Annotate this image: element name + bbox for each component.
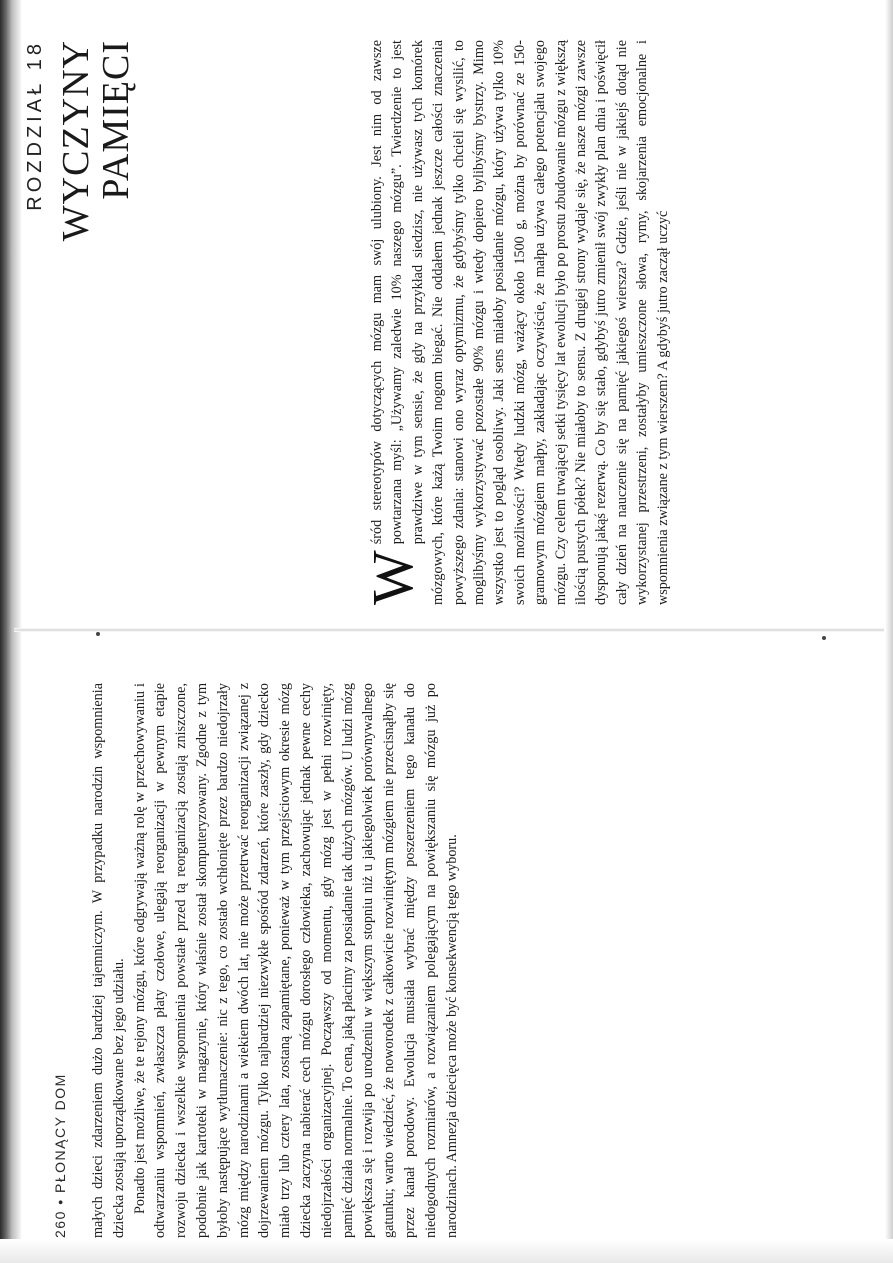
left-page-body bbox=[88, 683, 462, 1238]
drop-cap: W bbox=[360, 550, 425, 605]
chapter-title-line: PAMIĘCI bbox=[95, 40, 137, 200]
chapter-label: ROZDZIAŁ 18 bbox=[24, 40, 46, 211]
paragraph: Ponadto jest możliwe, że te rejony mózgu, które odgrywają ważną rolę w przechowywaniu i odtwarzaniu wspomnień, zwłaszcza płaty czołowe, ulegają reorganizacji w pewnym etapie rozwoju dziecka i wszelkie wspomnienia powstałe przed tą reorganizacją zostają zniszczone, podobnie jak kartoteki w magazynie, który właśnie został skomputeryzowany. Zgodne z tym byłoby następujące wytłumaczenie: nic z tego, co zostało wchłonięte przez bardzo niedojrzały mózg między narodzinami a wiekiem dwóch lat, nie może przetrwać reorganizacji związanej z dojrzewaniem mózgu. Tylko najbardziej niezwykłe spośród zdarzeń, które zaszły, gdy dziecko miało trzy lub cztery lata, zostaną zapamiętane, ponieważ w tym przejściowym okresie mózg dziecka zaczyna nabierać cech mózgu dorosłego człowieka, zachowując jednak pewne cechy niedojrzałości organizacyjnej. Począwszy od momentu, gdy mózg jest w pełni rozwinięty, pamięć działa normalnie. To cena, jaką płacimy za posiadanie tak dużych mózgów. U ludzi mózg powiększa się i rozwija po urodzeniu w większym stopniu niż u jakiegolwiek porównywalnego gatunku; warto wiedzieć, że noworodek z całkowicie rozwiniętym mózgiem nie przecisnąłby się przez kanał porodowy. Ewolucja musiała wybrać między poszerzeniem tego kanału do niedogodnych rozmiarów, a rozwiązaniem polegającym na powiększaniu się mózgu już po narodzinach. Amnezja dziecięca może być konsekwencją tego wyboru. bbox=[131, 683, 460, 1238]
chapter-title bbox=[56, 40, 136, 241]
left-page bbox=[0, 633, 893, 1263]
paragraph: śród stereotypów dotyczących mózgu mam swój ulubiony. Jest nim od zawsze powtarzana myśl: „Używamy zaledwie 10% naszego mózgu”. Twierdzenie to jest prawdziwe w tym sensie, że gdy na przykład siedzisz, nie używasz tych komórek mózgowych, które każą Twoim nogom biegać. Nie oddałem jednak jeszcze całości znaczenia powyższego zdania: stanowi ono wyraz optymizmu, że gdybyśmy tylko chcieli się wysilić, to moglibyśmy wykorzystywać pozostałe 90% mózgu i wtedy dopiero bylibyśmy bystrzy. Mimo wszystko jest to pogląd osobliwy. Jaki sens miałoby posiadanie mózgu, który używa tylko 10% swoich możliwości? Wtedy ludzki mózg, ważący około 1500 g, można by porównać ze 150-gramowym mózgiem małpy, zakładając oczywiście, że małpa używa całego potencjału swojego mózgu. Czy celem trwającej setki tysięcy lat ewolucji było po prostu zbudowanie mózgu z większą ilością pustych półek? Nie miałoby to sensu. Z drugiej strony wydaje się, że nasze mózgi zawsze dysponują jakąś rezerwą. Co by się stało, gdybyś jutro zmienił swój zwykły plan dnia i poświęcił cały dzień na nauczenie się na pamięć jakiegoś wiersza? Gdzie, jeśli nie w jakiejś dotąd nie wykorzystanej przestrzeni, zostałyby umieszczone słowa, rymy, skojarzenia emocjonalne i wspomnienia związane z tym wierszem? A gdybyś jutro zaczął uczyć bbox=[369, 40, 671, 605]
paragraph: małych dzieci zdarzeniem dużo bardziej tajemniczym. W przypadku narodzin wspomnienia dziecka zostają uporządkowane bez jego udziału. bbox=[90, 683, 127, 1238]
running-head: 260 • PŁONĄCY DOM bbox=[52, 1073, 68, 1238]
right-page-body bbox=[360, 40, 673, 605]
chapter-title-line: WYCZYNY bbox=[55, 40, 97, 242]
